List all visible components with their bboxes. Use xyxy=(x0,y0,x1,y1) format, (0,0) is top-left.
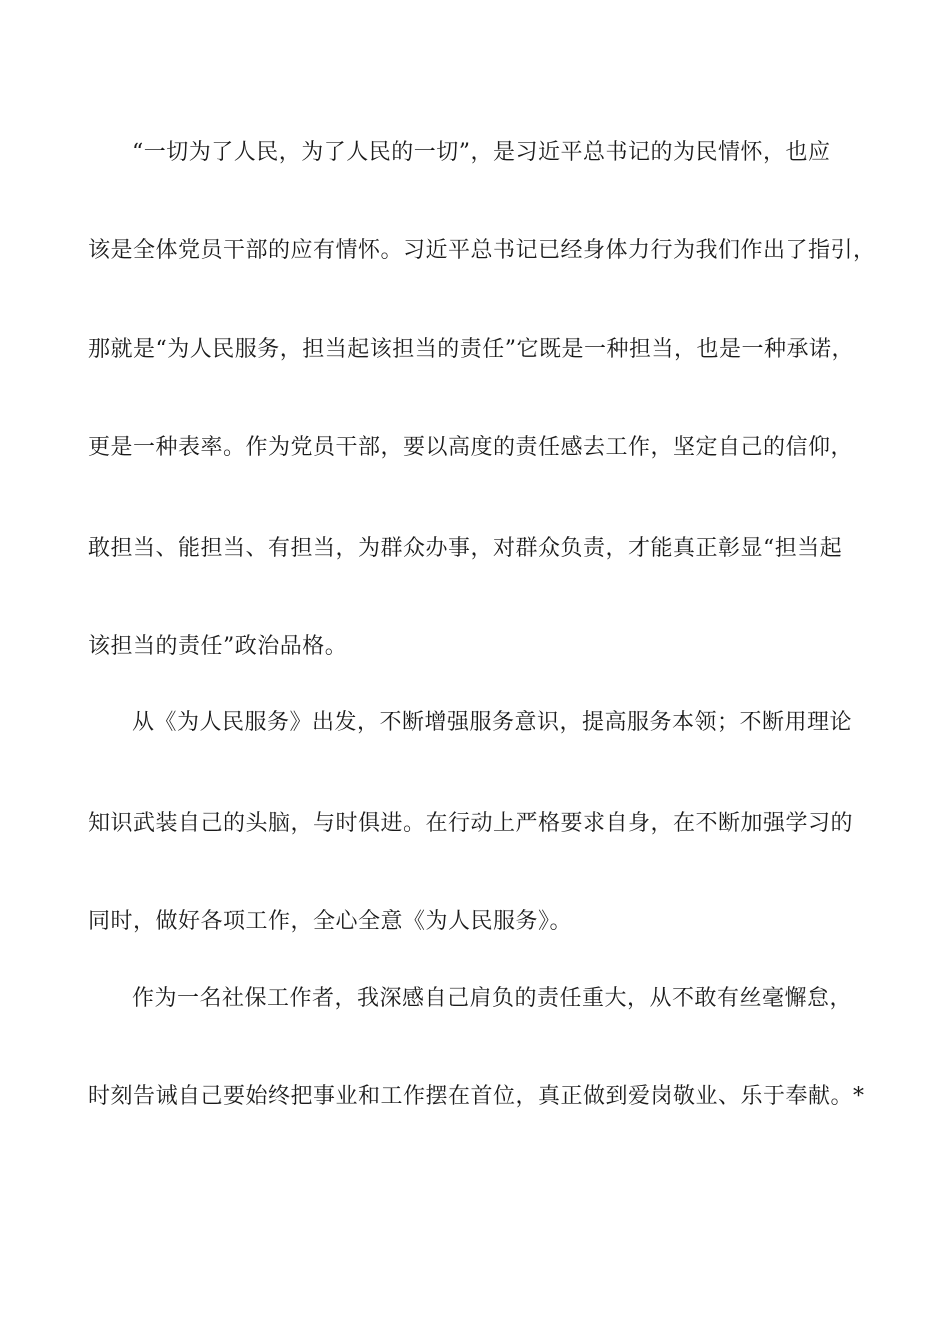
paragraph-line: 敢担当、能担当、有担当，为群众办事，对群众负责，才能真正彰显“担当起 xyxy=(88,536,843,561)
paragraph-line: 作为一名社保工作者，我深感自己肩负的责任重大，从不敢有丝毫懈怠， xyxy=(132,986,853,1011)
paragraph-line: 知识武装自己的头脑，与时俱进。在行动上严格要求自身，在不断加强学习的 xyxy=(88,811,854,836)
paragraph-line: 时刻告诫自己要始终把事业和工作摆在首位，真正做到爱岗敬业、乐于奉献。* xyxy=(88,1084,865,1109)
paragraph-line: 从《为人民服务》出发，不断增强服务意识，提高服务本领；不断用理论 xyxy=(132,710,853,735)
paragraph-line: 同时，做好各项工作，全心全意《为人民服务》。 xyxy=(88,909,573,934)
paragraph-line: 更是一种表率。作为党员干部，要以高度的责任感去工作，坚定自己的信仰， xyxy=(88,435,854,460)
paragraph-line: “一切为了人民，为了人民的一切”，是习近平总书记的为民情怀，也应 xyxy=(132,140,831,165)
paragraph-line: 该是全体党员干部的应有情怀。习近平总书记已经身体力行为我们作出了指引， xyxy=(88,238,876,263)
paragraph-line: 该担当的责任”政治品格。 xyxy=(88,634,348,659)
paragraph-line: 那就是“为人民服务，担当起该担当的责任”它既是一种担当，也是一种承诺， xyxy=(88,337,854,362)
